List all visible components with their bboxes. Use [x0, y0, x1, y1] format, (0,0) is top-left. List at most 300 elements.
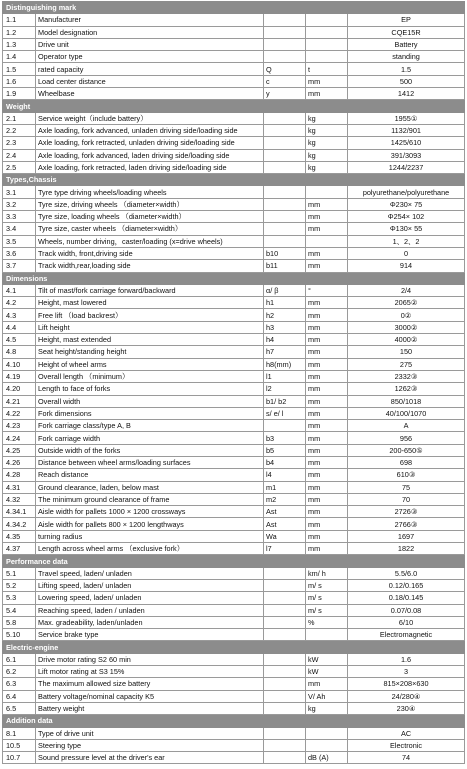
- row-symbol: c: [264, 75, 306, 87]
- spec-row: [3, 407, 465, 419]
- row-value: 200-650⑤: [348, 444, 465, 456]
- row-number: 3.6: [3, 247, 36, 259]
- row-label: Service brake type: [36, 629, 264, 641]
- spec-row: [3, 690, 465, 702]
- row-value: 2065②: [348, 297, 465, 309]
- row-number: 2.2: [3, 124, 36, 136]
- row-label: Length to face of forks: [36, 383, 264, 395]
- section-header: [3, 272, 465, 284]
- spec-row: [3, 456, 465, 468]
- row-value: 0: [348, 247, 465, 259]
- row-number: 4.26: [3, 456, 36, 468]
- row-value: 1.5: [348, 63, 465, 75]
- row-number: 1.1: [3, 14, 36, 26]
- spec-row: [3, 518, 465, 530]
- spec-row: [3, 469, 465, 481]
- row-unit: [306, 26, 348, 38]
- row-number: 4.19: [3, 370, 36, 382]
- row-value: Electromagnetic: [348, 629, 465, 641]
- row-unit: mm: [306, 198, 348, 210]
- row-label: Free lift （load backrest）: [36, 309, 264, 321]
- row-number: 3.3: [3, 211, 36, 223]
- row-number: 4.37: [3, 543, 36, 555]
- row-value: 3000②: [348, 321, 465, 333]
- row-number: 4.21: [3, 395, 36, 407]
- row-value: 698: [348, 456, 465, 468]
- row-unit: m/ s: [306, 592, 348, 604]
- row-number: 5.3: [3, 592, 36, 604]
- row-number: 4.35: [3, 530, 36, 542]
- row-unit: mm: [306, 383, 348, 395]
- row-unit: mm: [306, 518, 348, 530]
- row-value: 74: [348, 752, 465, 764]
- row-symbol: [264, 579, 306, 591]
- row-value: AC: [348, 727, 465, 739]
- row-unit: mm: [306, 444, 348, 456]
- row-label: Fork carriage width: [36, 432, 264, 444]
- spec-row: [3, 223, 465, 235]
- row-number: 4.22: [3, 407, 36, 419]
- row-value: Electronic: [348, 739, 465, 751]
- row-label: Tyre size, driving wheels （diameter×width）: [36, 198, 264, 210]
- row-symbol: [264, 223, 306, 235]
- row-symbol: b1/ b2: [264, 395, 306, 407]
- row-value: 0②: [348, 309, 465, 321]
- row-unit: kg: [306, 137, 348, 149]
- row-unit: mm: [306, 321, 348, 333]
- row-value: polyurethane/polyurethane: [348, 186, 465, 198]
- row-value: Battery: [348, 38, 465, 50]
- spec-row: [3, 567, 465, 579]
- row-value: 914: [348, 260, 465, 272]
- row-unit: mm: [306, 297, 348, 309]
- row-label: Axle loading, fork advanced, unladen driving side/loading side: [36, 124, 264, 136]
- row-label: Tyre type driving wheels/loading wheels: [36, 186, 264, 198]
- row-value: 70: [348, 493, 465, 505]
- row-label: Lift height: [36, 321, 264, 333]
- row-unit: kg: [306, 161, 348, 173]
- row-value: 815×208×630: [348, 678, 465, 690]
- row-symbol: [264, 678, 306, 690]
- row-label: Aisle width for pallets 800 × 1200 lengthways: [36, 518, 264, 530]
- row-symbol: [264, 629, 306, 641]
- row-unit: mm: [306, 260, 348, 272]
- row-symbol: [264, 149, 306, 161]
- spec-row: [3, 358, 465, 370]
- row-value: 3: [348, 666, 465, 678]
- row-value: CQE15R: [348, 26, 465, 38]
- section-title: Electric-engine: [3, 641, 465, 653]
- spec-row: [3, 543, 465, 555]
- row-unit: mm: [306, 543, 348, 555]
- row-number: 1.2: [3, 26, 36, 38]
- row-symbol: [264, 727, 306, 739]
- row-number: 1.5: [3, 63, 36, 75]
- row-symbol: [264, 14, 306, 26]
- row-value: 230④: [348, 702, 465, 714]
- section-header: [3, 641, 465, 653]
- row-symbol: l4: [264, 469, 306, 481]
- section-header: [3, 715, 465, 727]
- row-value: 610③: [348, 469, 465, 481]
- row-symbol: [264, 235, 306, 247]
- row-symbol: h1: [264, 297, 306, 309]
- row-number: 6.4: [3, 690, 36, 702]
- row-unit: %: [306, 616, 348, 628]
- row-symbol: h2: [264, 309, 306, 321]
- row-unit: [306, 14, 348, 26]
- row-label: The minimum ground clearance of frame: [36, 493, 264, 505]
- row-symbol: Q: [264, 63, 306, 75]
- row-symbol: [264, 567, 306, 579]
- row-label: Load center distance: [36, 75, 264, 87]
- row-label: Height, mast lowered: [36, 297, 264, 309]
- row-number: 2.4: [3, 149, 36, 161]
- row-label: Drive motor rating S2 60 min: [36, 653, 264, 665]
- row-value: EP: [348, 14, 465, 26]
- spec-row: [3, 666, 465, 678]
- row-value: 0.12/0.165: [348, 579, 465, 591]
- row-number: 4.8: [3, 346, 36, 358]
- spec-row: [3, 432, 465, 444]
- row-symbol: b3: [264, 432, 306, 444]
- section-title: Performance data: [3, 555, 465, 567]
- row-symbol: b5: [264, 444, 306, 456]
- row-value: 2332③: [348, 370, 465, 382]
- row-value: Φ130× 55: [348, 223, 465, 235]
- row-symbol: [264, 702, 306, 714]
- row-number: 4.5: [3, 334, 36, 346]
- row-label: Steering type: [36, 739, 264, 751]
- row-label: Operator type: [36, 51, 264, 63]
- row-unit: dB (A): [306, 752, 348, 764]
- row-number: 3.1: [3, 186, 36, 198]
- spec-row: [3, 38, 465, 50]
- row-unit: mm: [306, 395, 348, 407]
- row-symbol: [264, 51, 306, 63]
- spec-row: [3, 14, 465, 26]
- row-symbol: b11: [264, 260, 306, 272]
- spec-row: [3, 592, 465, 604]
- row-number: 4.23: [3, 420, 36, 432]
- spec-row: [3, 395, 465, 407]
- row-unit: mm: [306, 370, 348, 382]
- row-label: Fork carriage class/type A, B: [36, 420, 264, 432]
- section-header: [3, 555, 465, 567]
- row-symbol: [264, 604, 306, 616]
- row-number: 4.10: [3, 358, 36, 370]
- row-symbol: l1: [264, 370, 306, 382]
- row-unit: [306, 38, 348, 50]
- row-number: 4.2: [3, 297, 36, 309]
- row-value: 75: [348, 481, 465, 493]
- row-label: Manufacturer: [36, 14, 264, 26]
- spec-row: [3, 370, 465, 382]
- row-unit: m/ s: [306, 579, 348, 591]
- row-number: 4.34.2: [3, 518, 36, 530]
- row-unit: mm: [306, 456, 348, 468]
- row-unit: mm: [306, 223, 348, 235]
- row-unit: mm: [306, 309, 348, 321]
- row-number: 5.4: [3, 604, 36, 616]
- row-unit: mm: [306, 469, 348, 481]
- row-number: 4.25: [3, 444, 36, 456]
- row-value: standing: [348, 51, 465, 63]
- row-symbol: b10: [264, 247, 306, 259]
- row-unit: [306, 727, 348, 739]
- row-symbol: b4: [264, 456, 306, 468]
- row-value: Φ254× 102: [348, 211, 465, 223]
- row-symbol: [264, 198, 306, 210]
- row-value: 1132/901: [348, 124, 465, 136]
- row-unit: mm: [306, 678, 348, 690]
- row-symbol: [264, 137, 306, 149]
- row-value: 1697: [348, 530, 465, 542]
- row-unit: kW: [306, 653, 348, 665]
- spec-row: [3, 149, 465, 161]
- spec-row: [3, 75, 465, 87]
- row-unit: mm: [306, 211, 348, 223]
- row-label: Lifting speed, laden/ unladen: [36, 579, 264, 591]
- row-value: 1425/610: [348, 137, 465, 149]
- row-unit: mm: [306, 334, 348, 346]
- row-symbol: [264, 186, 306, 198]
- row-symbol: [264, 211, 306, 223]
- row-label: Track width,rear,loading side: [36, 260, 264, 272]
- row-symbol: l7: [264, 543, 306, 555]
- row-value: 0.07/0.08: [348, 604, 465, 616]
- row-number: 8.1: [3, 727, 36, 739]
- row-symbol: [264, 739, 306, 751]
- row-value: A: [348, 420, 465, 432]
- row-number: 2.1: [3, 112, 36, 124]
- spec-row: [3, 702, 465, 714]
- section-header: [3, 2, 465, 14]
- row-number: 5.8: [3, 616, 36, 628]
- spec-row: [3, 161, 465, 173]
- spec-row: [3, 321, 465, 333]
- spec-row: [3, 653, 465, 665]
- row-value: 1、2、2: [348, 235, 465, 247]
- row-number: 5.10: [3, 629, 36, 641]
- row-label: Ground clearance, laden, below mast: [36, 481, 264, 493]
- section-title: Dimensions: [3, 272, 465, 284]
- row-label: rated capacity: [36, 63, 264, 75]
- row-label: Outside width of the forks: [36, 444, 264, 456]
- row-value: 24/280④: [348, 690, 465, 702]
- row-number: 3.2: [3, 198, 36, 210]
- spec-row: [3, 752, 465, 764]
- row-symbol: y: [264, 88, 306, 100]
- row-label: Height of wheel arms: [36, 358, 264, 370]
- row-number: 4.3: [3, 309, 36, 321]
- row-symbol: h7: [264, 346, 306, 358]
- row-value: 1244/2237: [348, 161, 465, 173]
- spec-row: [3, 309, 465, 321]
- row-symbol: h8(mm): [264, 358, 306, 370]
- section-title: Types,Chassis: [3, 174, 465, 186]
- spec-row: [3, 579, 465, 591]
- row-unit: km/ h: [306, 567, 348, 579]
- row-label: Overall width: [36, 395, 264, 407]
- row-value: Φ230× 75: [348, 198, 465, 210]
- row-label: Overall length （minimum）: [36, 370, 264, 382]
- section-title: Distinguishing mark: [3, 2, 465, 14]
- row-unit: °: [306, 284, 348, 296]
- row-label: turning radius: [36, 530, 264, 542]
- section-title: Addition data: [3, 715, 465, 727]
- row-symbol: Wa: [264, 530, 306, 542]
- row-value: 40/100/1070: [348, 407, 465, 419]
- row-symbol: m1: [264, 481, 306, 493]
- spec-row: [3, 211, 465, 223]
- row-symbol: m2: [264, 493, 306, 505]
- row-value: 2766③: [348, 518, 465, 530]
- row-symbol: Ast: [264, 506, 306, 518]
- row-value: 391/3093: [348, 149, 465, 161]
- row-symbol: l2: [264, 383, 306, 395]
- row-value: 1262③: [348, 383, 465, 395]
- spec-sheet-body: [3, 2, 465, 764]
- row-label: Fork dimensions: [36, 407, 264, 419]
- section-title: Weight: [3, 100, 465, 112]
- row-symbol: [264, 616, 306, 628]
- row-symbol: h3: [264, 321, 306, 333]
- row-symbol: [264, 690, 306, 702]
- row-value: 4000②: [348, 334, 465, 346]
- spec-row: [3, 383, 465, 395]
- spec-row: [3, 739, 465, 751]
- row-unit: mm: [306, 432, 348, 444]
- row-unit: V/ Ah: [306, 690, 348, 702]
- row-number: 3.7: [3, 260, 36, 272]
- row-number: 4.4: [3, 321, 36, 333]
- spec-row: [3, 247, 465, 259]
- row-unit: [306, 51, 348, 63]
- spec-row: [3, 198, 465, 210]
- row-number: 4.1: [3, 284, 36, 296]
- row-unit: kg: [306, 124, 348, 136]
- row-label: Wheels, number driving，caster/loading (x=drive wheels): [36, 235, 264, 247]
- row-unit: [306, 186, 348, 198]
- spec-row: [3, 26, 465, 38]
- row-unit: [306, 235, 348, 247]
- spec-row: [3, 112, 465, 124]
- row-unit: kg: [306, 149, 348, 161]
- spec-row: [3, 481, 465, 493]
- row-symbol: [264, 124, 306, 136]
- spec-sheet-table: [2, 1, 465, 764]
- spec-row: [3, 297, 465, 309]
- row-unit: [306, 629, 348, 641]
- row-unit: mm: [306, 493, 348, 505]
- row-number: 3.4: [3, 223, 36, 235]
- row-label: Battery voltage/nominal capacity K5: [36, 690, 264, 702]
- row-symbol: [264, 112, 306, 124]
- row-symbol: [264, 653, 306, 665]
- spec-row: [3, 678, 465, 690]
- row-label: Model designation: [36, 26, 264, 38]
- row-number: 1.3: [3, 38, 36, 50]
- row-unit: kg: [306, 702, 348, 714]
- spec-row: [3, 444, 465, 456]
- row-symbol: [264, 420, 306, 432]
- row-unit: mm: [306, 346, 348, 358]
- row-unit: mm: [306, 75, 348, 87]
- row-unit: mm: [306, 247, 348, 259]
- row-number: 5.1: [3, 567, 36, 579]
- row-value: 275: [348, 358, 465, 370]
- row-symbol: [264, 26, 306, 38]
- row-value: 956: [348, 432, 465, 444]
- spec-row: [3, 727, 465, 739]
- row-label: Reaching speed, laden / unladen: [36, 604, 264, 616]
- row-number: 6.3: [3, 678, 36, 690]
- row-symbol: [264, 752, 306, 764]
- row-value: 150: [348, 346, 465, 358]
- spec-row: [3, 420, 465, 432]
- spec-row: [3, 506, 465, 518]
- spec-row: [3, 530, 465, 542]
- row-unit: mm: [306, 530, 348, 542]
- row-label: Type of drive unit: [36, 727, 264, 739]
- row-number: 1.6: [3, 75, 36, 87]
- spec-row: [3, 235, 465, 247]
- row-label: Axle loading, fork retracted, laden driving side/loading side: [36, 161, 264, 173]
- row-number: 4.24: [3, 432, 36, 444]
- section-header: [3, 174, 465, 186]
- row-label: Axle loading, fork retracted, unladen driving side/loading side: [36, 137, 264, 149]
- row-label: Max. gradeability, laden/unladen: [36, 616, 264, 628]
- spec-row: [3, 629, 465, 641]
- spec-row: [3, 63, 465, 75]
- spec-row: [3, 334, 465, 346]
- row-value: 850/1018: [348, 395, 465, 407]
- row-symbol: s/ e/ l: [264, 407, 306, 419]
- row-value: 1.6: [348, 653, 465, 665]
- row-unit: kg: [306, 112, 348, 124]
- spec-row: [3, 284, 465, 296]
- spec-row: [3, 124, 465, 136]
- row-value: 0.18/0.145: [348, 592, 465, 604]
- row-label: Drive unit: [36, 38, 264, 50]
- row-number: 4.34.1: [3, 506, 36, 518]
- row-symbol: [264, 38, 306, 50]
- row-unit: [306, 739, 348, 751]
- row-number: 4.32: [3, 493, 36, 505]
- row-symbol: [264, 592, 306, 604]
- row-number: 4.20: [3, 383, 36, 395]
- spec-row: [3, 346, 465, 358]
- row-number: 1.9: [3, 88, 36, 100]
- row-value: 2/4: [348, 284, 465, 296]
- row-label: Track width, front,driving side: [36, 247, 264, 259]
- row-number: 6.1: [3, 653, 36, 665]
- row-label: The maximum allowed size battery: [36, 678, 264, 690]
- spec-row: [3, 604, 465, 616]
- row-label: Tilt of mast/fork carriage forward/backward: [36, 284, 264, 296]
- row-symbol: [264, 161, 306, 173]
- row-unit: m/ s: [306, 604, 348, 616]
- row-label: Seat height/standing height: [36, 346, 264, 358]
- section-header: [3, 100, 465, 112]
- spec-row: [3, 186, 465, 198]
- spec-row: [3, 260, 465, 272]
- row-label: Aisle width for pallets 1000 × 1200 crossways: [36, 506, 264, 518]
- row-unit: mm: [306, 358, 348, 370]
- row-symbol: [264, 666, 306, 678]
- row-unit: mm: [306, 506, 348, 518]
